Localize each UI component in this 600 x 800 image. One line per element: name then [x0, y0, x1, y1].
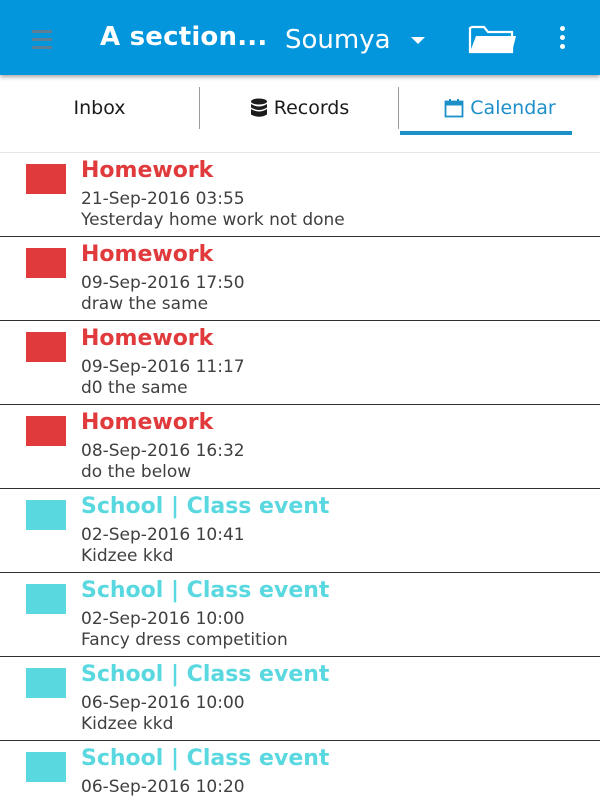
- list-item[interactable]: [0, 237, 600, 321]
- item-description: Fancy dress competition: [81, 630, 288, 650]
- tab-calendar-label: Calendar: [470, 96, 556, 119]
- item-title: School | Class event: [81, 662, 330, 687]
- category-color-swatch: [26, 248, 66, 278]
- database-icon: [250, 98, 268, 118]
- item-date: 09-Sep-2016 17:50: [81, 273, 245, 293]
- item-title: Homework: [81, 158, 214, 183]
- item-date: 21-Sep-2016 03:55: [81, 189, 245, 209]
- item-title: School | Class event: [81, 578, 330, 603]
- tab-divider: [398, 87, 399, 129]
- list-item[interactable]: [0, 741, 600, 800]
- category-color-swatch: [26, 500, 66, 530]
- item-description: d0 the same: [81, 378, 188, 398]
- tab-selected-indicator: [400, 131, 572, 135]
- folder-icon[interactable]: [468, 24, 518, 54]
- item-description: Kidzee kkd: [81, 714, 174, 734]
- list-item[interactable]: [0, 657, 600, 741]
- item-date: 08-Sep-2016 16:32: [81, 441, 245, 461]
- tab-records-label: Records: [273, 96, 350, 119]
- item-title: Homework: [81, 242, 214, 267]
- item-title: School | Class event: [81, 494, 330, 519]
- chevron-down-icon: [411, 37, 425, 44]
- item-title: School | Class event: [81, 746, 330, 771]
- tab-records[interactable]: [200, 75, 399, 140]
- item-date: 06-Sep-2016 10:20: [81, 777, 245, 797]
- app-bar: [0, 0, 600, 75]
- list-item[interactable]: [0, 153, 600, 237]
- user-dropdown[interactable]: [285, 22, 425, 58]
- item-description: Kidzee kkd: [81, 546, 174, 566]
- list-item[interactable]: [0, 489, 600, 573]
- list-item[interactable]: [0, 321, 600, 405]
- item-title: Homework: [81, 410, 214, 435]
- item-title: Homework: [81, 326, 214, 351]
- category-color-swatch: [26, 752, 66, 782]
- item-date: 09-Sep-2016 11:17: [81, 357, 245, 377]
- app-title: A section...: [100, 22, 268, 52]
- list-item[interactable]: [0, 573, 600, 657]
- item-date: 02-Sep-2016 10:41: [81, 525, 245, 545]
- tab-inbox-label: Inbox: [73, 96, 126, 119]
- item-date: 02-Sep-2016 10:00: [81, 609, 245, 629]
- item-date: 06-Sep-2016 10:00: [81, 693, 245, 713]
- category-color-swatch: [26, 164, 66, 194]
- calendar-icon: [444, 98, 464, 118]
- item-description: Yesterday home work not done: [81, 210, 345, 230]
- event-list[interactable]: [0, 153, 600, 800]
- category-color-swatch: [26, 584, 66, 614]
- item-description: draw the same: [81, 294, 209, 314]
- category-color-swatch: [26, 332, 66, 362]
- item-description: do the below: [81, 462, 192, 482]
- tab-inbox[interactable]: [0, 75, 199, 140]
- hamburger-icon[interactable]: [32, 30, 52, 50]
- tab-bar: [0, 75, 600, 153]
- category-color-swatch: [26, 416, 66, 446]
- list-item[interactable]: [0, 405, 600, 489]
- more-vert-icon[interactable]: [553, 26, 571, 52]
- user-name: Soumya: [285, 25, 391, 55]
- category-color-swatch: [26, 668, 66, 698]
